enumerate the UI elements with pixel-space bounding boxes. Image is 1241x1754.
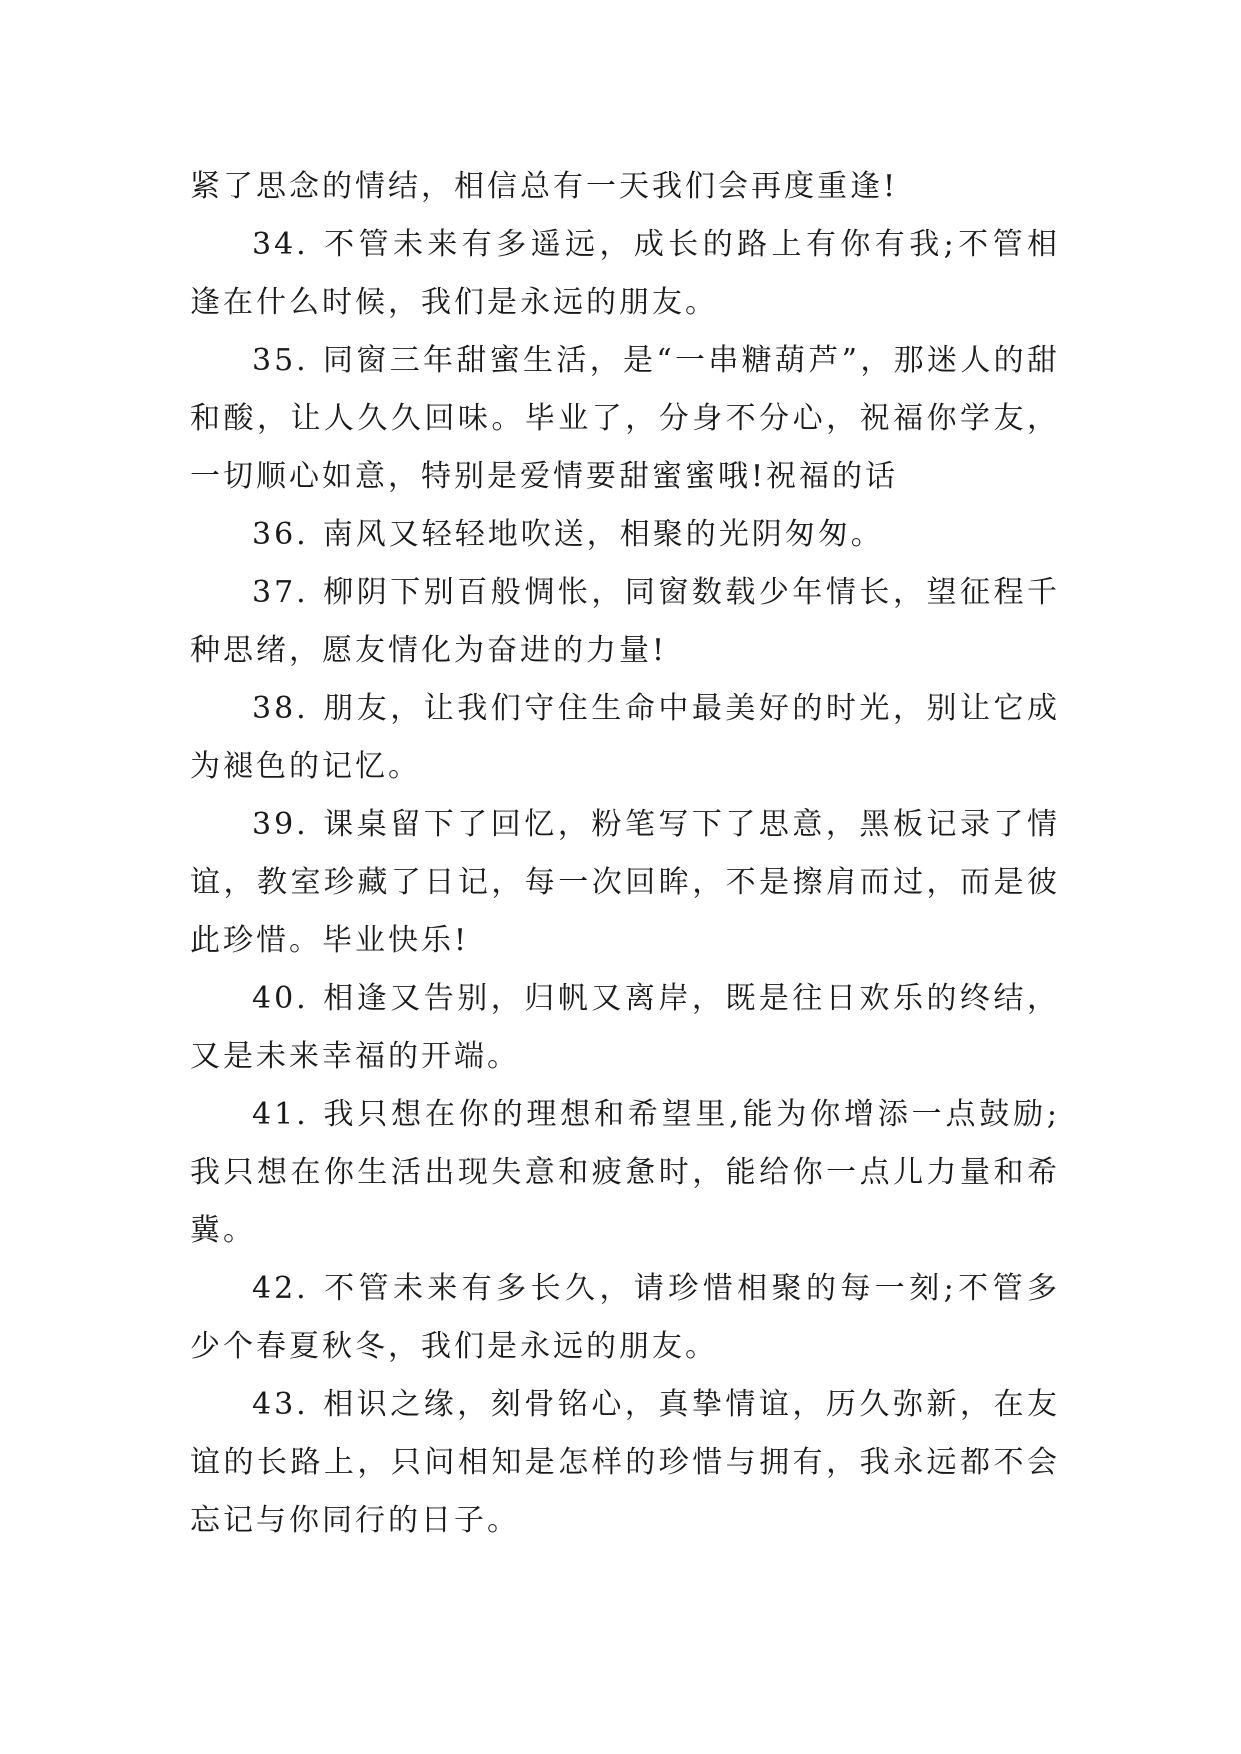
paragraph-number: 38. — [252, 691, 309, 726]
paragraph-number: 40. — [252, 981, 309, 1016]
paragraph-number: 35. — [252, 343, 309, 378]
paragraph-number: 36. — [252, 517, 309, 552]
paragraph-number: 42. — [252, 1271, 309, 1306]
paragraph-continuation — [190, 158, 1060, 216]
paragraph-43 — [190, 1376, 1060, 1550]
paragraph-text: 不管未来有多遥远，成长的路上有你有我;不管相逢在什么时候，我们是永远的朋友。 — [190, 227, 1060, 320]
paragraph-42 — [190, 1260, 1060, 1376]
paragraph-38 — [190, 680, 1060, 796]
paragraph-number: 37. — [252, 575, 309, 610]
paragraph-text: 柳阴下别百般惆怅，同窗数载少年情长，望征程千种思绪，愿友情化为奋进的力量! — [190, 575, 1060, 668]
paragraph-36 — [190, 506, 1060, 564]
paragraph-number: 34. — [252, 227, 309, 262]
paragraph-text: 相识之缘，刻骨铭心，真挚情谊，历久弥新，在友谊的长路上，只问相知是怎样的珍惜与拥有，我永远都不会忘记与你同行的日子。 — [190, 1387, 1060, 1538]
paragraph-41 — [190, 1086, 1060, 1260]
paragraph-35 — [190, 332, 1060, 506]
paragraph-text: 不管未来有多长久，请珍惜相聚的每一刻;不管多少个春夏秋冬，我们是永远的朋友。 — [190, 1271, 1060, 1364]
paragraph-number: 41. — [252, 1097, 309, 1132]
paragraph-text: 同窗三年甜蜜生活，是“一串糖葫芦”，那迷人的甜和酸，让人久久回味。毕业了，分身不分心，祝福你学友，一切顺心如意，特别是爱情要甜蜜蜜哦!祝福的话 — [190, 343, 1060, 494]
paragraph-34 — [190, 216, 1060, 332]
paragraph-text: 我只想在你的理想和希望里,能为你增添一点鼓励;我只想在你生活出现失意和疲惫时，能给你一点儿力量和希冀。 — [190, 1097, 1060, 1248]
paragraph-number: 39. — [252, 807, 309, 842]
document-body — [190, 158, 1060, 1550]
paragraph-39 — [190, 796, 1060, 970]
paragraph-text: 南风又轻轻地吹送，相聚的光阴匆匆。 — [322, 517, 884, 552]
paragraph-text: 课桌留下了回忆，粉笔写下了思意，黑板记录了情谊，教室珍藏了日记，每一次回眸，不是擦肩而过，而是彼此珍惜。毕业快乐! — [190, 807, 1060, 958]
paragraph-37 — [190, 564, 1060, 680]
paragraph-40 — [190, 970, 1060, 1086]
paragraph-number: 43. — [252, 1387, 309, 1422]
paragraph-text: 朋友，让我们守住生命中最美好的时光，别让它成为褪色的记忆。 — [190, 691, 1060, 784]
paragraph-text: 紧了思念的情结，相信总有一天我们会再度重逢! — [190, 169, 899, 204]
paragraph-text: 相逢又告别，归帆又离岸，既是往日欢乐的终结，又是未来幸福的开端。 — [190, 981, 1060, 1074]
